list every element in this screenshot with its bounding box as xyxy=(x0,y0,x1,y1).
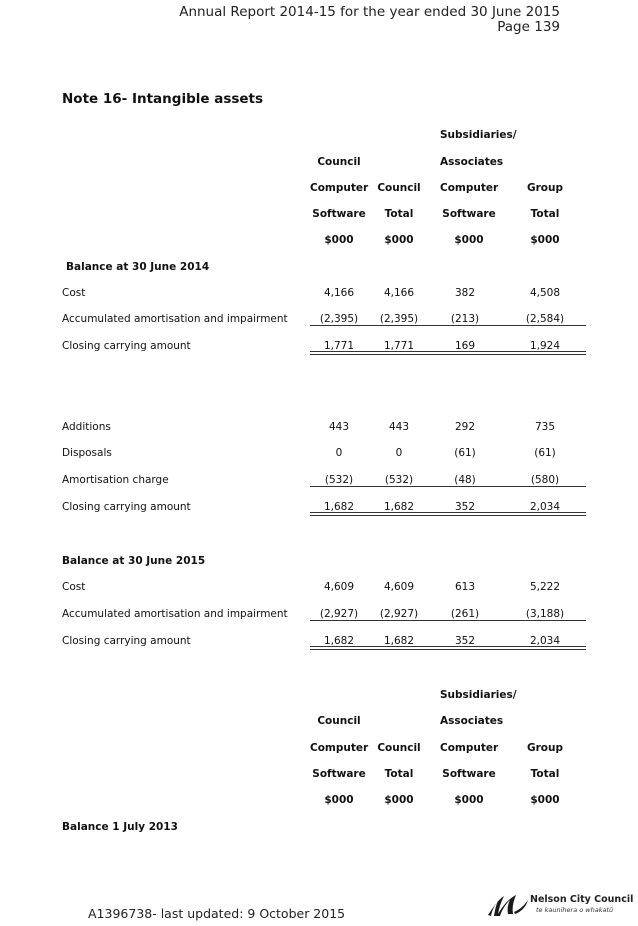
cell-subsidiaries-software: 169 xyxy=(454,340,476,352)
cell-group-total: 1,924 xyxy=(529,340,561,352)
col4-header-line4: Total xyxy=(530,768,560,780)
col2-header-line4: Total xyxy=(384,208,414,220)
col3-header-line1: Subsidiaries/ xyxy=(440,689,517,701)
cell-council-software: 1,771 xyxy=(323,340,355,352)
row-label: Accumulated amortisation and impairment xyxy=(62,608,288,620)
col4-header-unit: $000 xyxy=(530,234,560,246)
col3-header-line2: Associates xyxy=(440,156,504,168)
cell-group-total: (2,584) xyxy=(525,313,565,325)
cell-subsidiaries-software: 613 xyxy=(454,581,476,593)
row-label: Closing carrying amount xyxy=(62,501,191,513)
col3-header-line1: Subsidiaries/ xyxy=(440,129,517,141)
col4-header-line3: Group xyxy=(526,182,563,194)
cell-council-software: 4,166 xyxy=(323,287,355,299)
cell-group-total: (61) xyxy=(534,447,556,459)
logo-tagline: te kaunihera o whakatū xyxy=(536,906,614,914)
cell-group-total: (3,188) xyxy=(525,608,565,620)
report-title: Annual Report 2014-15 for the year ended 30 June 2015 xyxy=(179,4,560,20)
subtotal-rule xyxy=(310,325,586,326)
cell-council-total: (2,395) xyxy=(379,313,419,325)
cell-group-total: 2,034 xyxy=(529,501,561,513)
col3-header-unit: $000 xyxy=(454,794,484,806)
cell-council-software: (532) xyxy=(324,474,354,486)
col1-header-line3: Computer xyxy=(310,742,369,754)
subtotal-rule xyxy=(310,620,586,621)
cell-subsidiaries-software: (48) xyxy=(454,474,476,486)
col3-header-line3: Computer xyxy=(440,182,499,194)
cell-council-total: (532) xyxy=(384,474,414,486)
cell-group-total: (580) xyxy=(530,474,560,486)
ncc-swoosh-logo-icon xyxy=(486,892,530,918)
cell-council-total: 4,166 xyxy=(383,287,415,299)
document-reference: A1396738- last updated: 9 October 2015 xyxy=(88,906,346,921)
row-label: Accumulated amortisation and impairment xyxy=(62,313,288,325)
col1-header-line4: Software xyxy=(312,208,366,220)
cell-group-total: 2,034 xyxy=(529,635,561,647)
cell-subsidiaries-software: 352 xyxy=(454,501,476,513)
row-label: Closing carrying amount xyxy=(62,340,191,352)
col1-header-line2: Council xyxy=(317,156,361,168)
cell-council-software: 4,609 xyxy=(323,581,355,593)
section-heading-2015: Balance at 30 June 2015 xyxy=(62,555,206,567)
cell-council-software: 443 xyxy=(328,421,350,433)
col2-header-unit: $000 xyxy=(384,234,414,246)
col4-header-unit: $000 xyxy=(530,794,560,806)
col1-header-unit: $000 xyxy=(324,234,354,246)
section-heading-2014: Balance at 30 June 2014 xyxy=(66,261,210,273)
cell-council-total: 1,771 xyxy=(383,340,415,352)
row-label: Additions xyxy=(62,421,111,433)
cell-council-total: 1,682 xyxy=(383,635,415,647)
cell-council-total: (2,927) xyxy=(379,608,419,620)
col2-header-unit: $000 xyxy=(384,794,414,806)
col1-header-line3: Computer xyxy=(310,182,369,194)
cell-subsidiaries-software: 382 xyxy=(454,287,476,299)
total-double-rule xyxy=(310,512,586,516)
col4-header-line4: Total xyxy=(530,208,560,220)
section-heading-2013: Balance 1 July 2013 xyxy=(62,821,178,833)
cell-group-total: 5,222 xyxy=(529,581,561,593)
cell-subsidiaries-software: (213) xyxy=(450,313,480,325)
council-logo xyxy=(486,892,634,918)
cell-group-total: 4,508 xyxy=(529,287,561,299)
col3-header-unit: $000 xyxy=(454,234,484,246)
cell-council-software: (2,395) xyxy=(319,313,359,325)
row-label: Closing carrying amount xyxy=(62,635,191,647)
cell-council-software: 1,682 xyxy=(323,501,355,513)
cell-subsidiaries-software: (261) xyxy=(450,608,480,620)
cell-subsidiaries-software: 352 xyxy=(454,635,476,647)
cell-subsidiaries-software: (61) xyxy=(454,447,476,459)
page-number: Page 139 xyxy=(497,19,560,35)
col3-header-line3: Computer xyxy=(440,742,499,754)
row-label: Cost xyxy=(62,581,86,593)
cell-council-total: 1,682 xyxy=(383,501,415,513)
cell-council-software: (2,927) xyxy=(319,608,359,620)
col2-header-line4: Total xyxy=(384,768,414,780)
subtotal-rule xyxy=(310,486,586,487)
note-title: Note 16- Intangible assets xyxy=(62,91,264,107)
cell-council-total: 4,609 xyxy=(383,581,415,593)
cell-subsidiaries-software: 292 xyxy=(454,421,476,433)
col2-header-line3: Council xyxy=(377,742,421,754)
cell-council-software: 0 xyxy=(335,447,343,459)
cell-council-total: 0 xyxy=(395,447,403,459)
col4-header-line3: Group xyxy=(526,742,563,754)
col3-header-line2: Associates xyxy=(440,715,504,727)
logo-name: Nelson City Council xyxy=(530,894,634,905)
col1-header-line4: Software xyxy=(312,768,366,780)
cell-council-software: 1,682 xyxy=(323,635,355,647)
col1-header-line2: Council xyxy=(317,715,361,727)
row-label: Disposals xyxy=(62,447,112,459)
col1-header-unit: $000 xyxy=(324,794,354,806)
col3-header-line4: Software xyxy=(442,768,496,780)
cell-council-total: 443 xyxy=(388,421,410,433)
cell-group-total: 735 xyxy=(534,421,556,433)
col3-header-line4: Software xyxy=(442,208,496,220)
row-label: Cost xyxy=(62,287,86,299)
total-double-rule xyxy=(310,351,586,355)
total-double-rule xyxy=(310,646,586,650)
col2-header-line3: Council xyxy=(377,182,421,194)
row-label: Amortisation charge xyxy=(62,474,169,486)
